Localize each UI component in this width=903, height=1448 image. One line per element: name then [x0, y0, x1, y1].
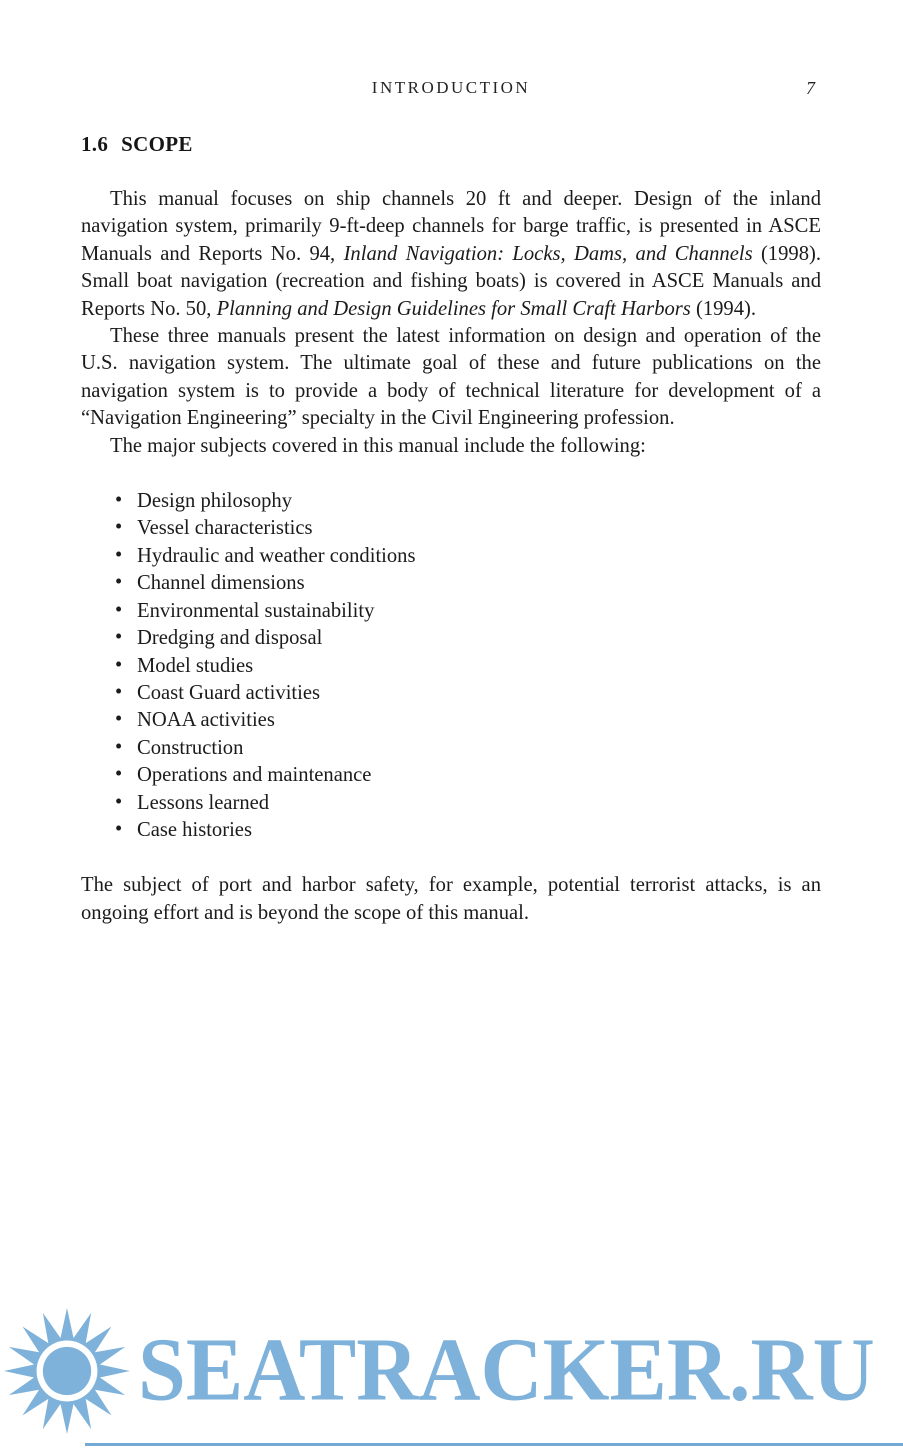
- list-item: [115, 625, 821, 652]
- bottom-border-line: [85, 1443, 903, 1446]
- paragraph: [81, 186, 821, 323]
- bullet-icon: •: [115, 735, 123, 758]
- bullet-icon: •: [115, 790, 123, 813]
- list-item-label: Coast Guard activities: [137, 681, 321, 704]
- bullet-icon: •: [115, 516, 123, 539]
- page-header: [81, 78, 821, 100]
- list-item: [115, 515, 821, 542]
- bullet-icon: •: [115, 708, 123, 731]
- text-segment: The major subjects covered in this manual include the following:: [110, 434, 646, 457]
- list-item: [115, 598, 821, 625]
- list-item: [115, 762, 821, 789]
- text-segment: This manual focuses on ship channels 20 ft and deeper. Design of the inland navigation system, primarily 9-ft-deep channels for barge traffic, is presented in ASCE Manuals and Reports No. 94,: [81, 188, 821, 265]
- list-item-label: Design philosophy: [137, 490, 293, 513]
- list-item-label: Channel dimensions: [137, 572, 305, 595]
- list-item-label: Hydraulic and weather conditions: [137, 544, 416, 567]
- list-item-label: Dredging and disposal: [137, 627, 323, 650]
- bullet-icon: •: [115, 680, 123, 703]
- running-head-title: INTRODUCTION: [371, 78, 531, 97]
- list-item: [115, 735, 821, 762]
- list-item: [115, 707, 821, 734]
- section-heading: [81, 132, 821, 157]
- bullet-icon: •: [115, 653, 123, 676]
- page-content: [81, 0, 821, 927]
- list-item-label: Vessel characteristics: [137, 517, 313, 540]
- italic-text-segment: Inland Navigation: Locks, Dams, and Channels: [343, 242, 753, 265]
- paragraph: [81, 323, 821, 433]
- list-item-label: Lessons learned: [137, 791, 270, 814]
- subject-list: [81, 488, 821, 844]
- bullet-icon: •: [115, 489, 123, 512]
- text-segment: (1994).: [690, 297, 757, 320]
- list-item: [115, 790, 821, 817]
- text-segment: (1998). Small boat navigation (recreation and fishing boats) is covered in ASCE Manuals and Reports No. 50,: [81, 242, 822, 320]
- list-item: [115, 680, 821, 707]
- text-segment: The subject of port and harbor safety, for example, potential terrorist attacks, is an ongoing effort and is beyond the scope of this manual.: [81, 874, 821, 924]
- list-item-label: Model studies: [137, 654, 254, 677]
- watermark: [4, 1308, 900, 1434]
- bullet-icon: •: [115, 571, 123, 594]
- watermark-text: SEATRACKER.RU: [138, 1318, 875, 1420]
- list-item: [115, 817, 821, 844]
- page-number: 7: [806, 78, 815, 98]
- list-item-label: Operations and maintenance: [137, 764, 372, 787]
- bullet-icon: •: [115, 817, 123, 840]
- bullet-icon: •: [115, 626, 123, 649]
- list-item: [115, 653, 821, 680]
- list-item-label: Environmental sustainability: [137, 599, 375, 622]
- list-item: [115, 570, 821, 597]
- section-title: SCOPE: [121, 132, 193, 156]
- bullet-icon: •: [115, 598, 123, 621]
- list-item: [115, 543, 821, 570]
- list-item-label: Construction: [137, 736, 244, 759]
- bullet-icon: •: [115, 763, 123, 786]
- bullet-icon: •: [115, 543, 123, 566]
- list-item-label: Case histories: [137, 818, 252, 841]
- section-number: 1.6: [81, 132, 109, 156]
- paragraph: [81, 433, 821, 460]
- list-item: [115, 488, 821, 515]
- italic-text-segment: Planning and Design Guidelines for Small Craft Harbors: [216, 297, 691, 320]
- body-text: [81, 186, 821, 927]
- sun-logo-icon: [4, 1308, 130, 1434]
- list-item-label: NOAA activities: [137, 709, 275, 732]
- text-segment: These three manuals present the latest information on design and operation of the U.S. navigation system. The ultimate goal of these and future publications on the navigation system is to provide a body of technical literature for development of a “Navigation Engineering” specialty in the Civil Engineering profession.: [81, 325, 821, 430]
- closing-paragraph: [81, 872, 821, 927]
